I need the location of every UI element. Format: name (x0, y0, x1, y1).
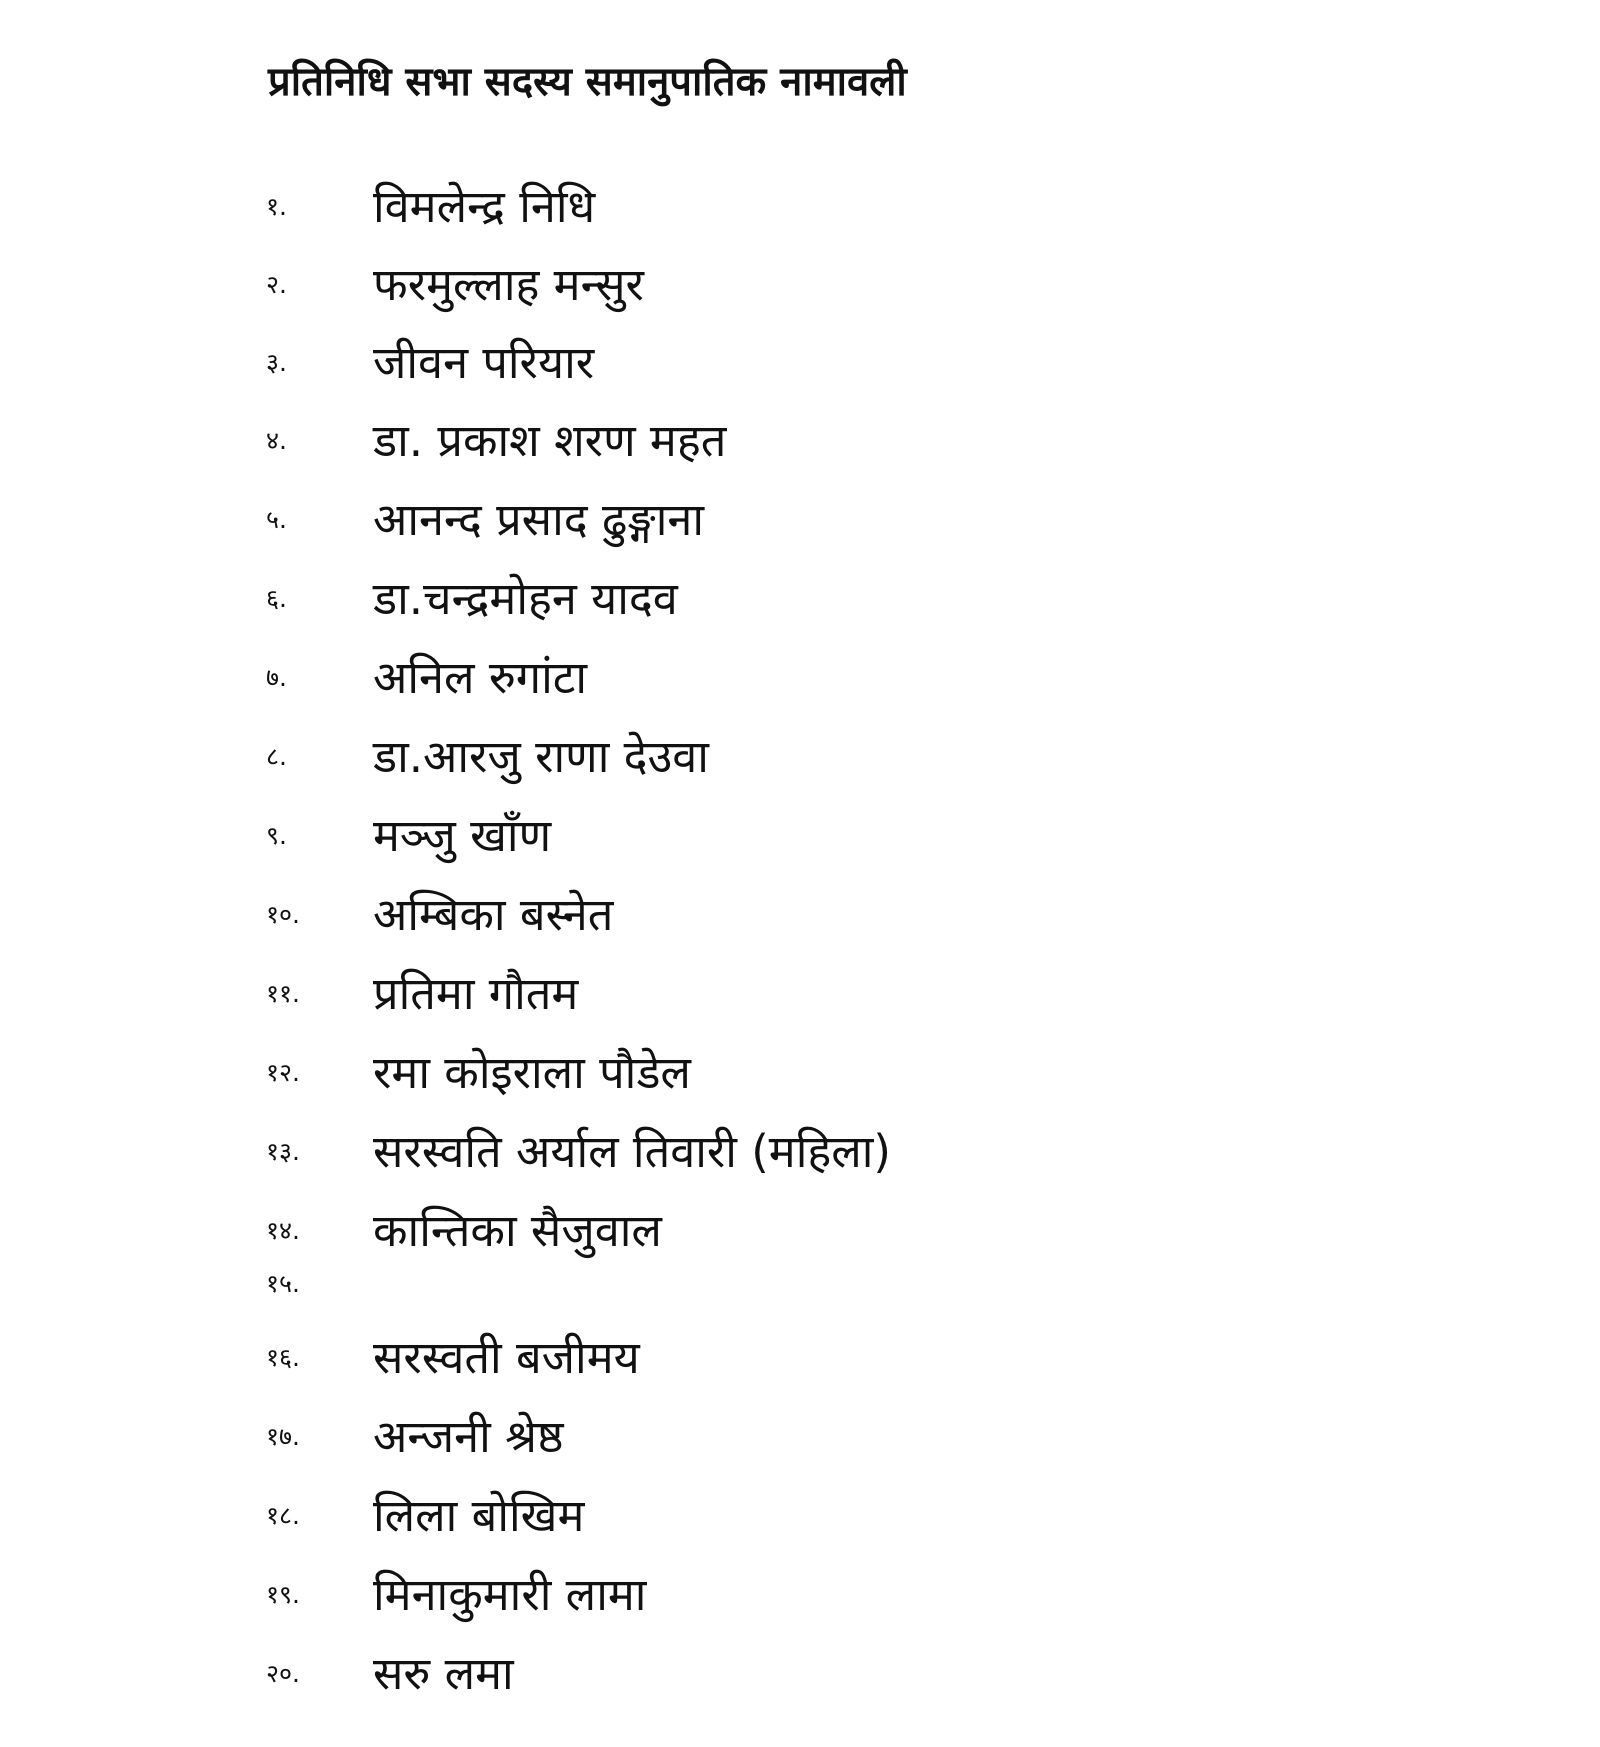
list-item (0, 1262, 1600, 1306)
entry-name: जीवन परियार (373, 336, 595, 389)
entry-number: १८. (266, 1501, 300, 1530)
list-item (0, 1481, 1600, 1551)
list-item (0, 1402, 1600, 1472)
entry-number: ८. (266, 742, 287, 771)
list-item (0, 959, 1600, 1029)
entry-number: ९. (266, 821, 287, 850)
entry-name: मञ्जु खाँण (373, 809, 552, 862)
entry-number: २. (266, 270, 287, 299)
entry-number: ६. (266, 584, 287, 613)
list-item (0, 1560, 1600, 1630)
list-item (0, 172, 1600, 242)
list-item (0, 250, 1600, 320)
entry-number: १३. (266, 1137, 300, 1166)
document-title: प्रतिनिधि सभा सदस्य समानुपातिक नामावली (268, 59, 907, 105)
list-item (0, 722, 1600, 792)
list-item (0, 328, 1600, 398)
entry-name: सरस्वती बजीमय (373, 1331, 640, 1384)
list-item (0, 1038, 1600, 1108)
entry-name: लिला बोखिम (373, 1489, 585, 1542)
entry-name: रमा कोइराला पौडेल (373, 1046, 691, 1099)
entry-name: अनिल रुगांटा (373, 651, 588, 704)
entry-number: ११. (266, 979, 300, 1008)
entry-number: १. (266, 192, 287, 221)
entry-name: सरस्वति अर्याल तिवारी (महिला) (373, 1125, 891, 1178)
list-item (0, 1196, 1600, 1266)
list-item (0, 1639, 1600, 1709)
entry-number: १५. (266, 1269, 300, 1298)
entry-name: डा.चन्द्रमोहन यादव (373, 572, 678, 625)
entry-number: १०. (266, 900, 300, 929)
entry-number: २०. (266, 1659, 300, 1688)
list-item (0, 643, 1600, 713)
entry-number: ५. (266, 505, 287, 534)
entry-name: आनन्द प्रसाद ढुङ्गाना (373, 493, 705, 546)
list-item (0, 1117, 1600, 1187)
entry-name: डा. प्रकाश शरण महत (373, 414, 727, 467)
entry-name: विमलेन्द्र निधि (373, 180, 596, 233)
entry-number: १९. (266, 1580, 300, 1609)
entry-name: मिनाकुमारी लामा (373, 1568, 647, 1621)
entry-number: ३. (266, 348, 287, 377)
list-item (0, 406, 1600, 476)
list-item (0, 564, 1600, 634)
entry-number: ४. (266, 426, 287, 455)
entry-number: १४. (266, 1216, 300, 1245)
entry-name: फरमुल्लाह मन्सुर (373, 258, 644, 311)
entry-name: सरु लमा (373, 1647, 514, 1700)
entry-name: अम्बिका बस्नेत (373, 888, 614, 941)
entry-name: डा.आरजु राणा देउवा (373, 730, 709, 783)
entry-name: प्रतिमा गौतम (373, 967, 579, 1020)
list-item (0, 801, 1600, 871)
list-item (0, 880, 1600, 950)
entry-number: १६. (266, 1343, 300, 1372)
entry-number: १७. (266, 1422, 300, 1451)
entry-number: ७. (266, 663, 287, 692)
list-item (0, 1323, 1600, 1393)
entry-name: कान्तिका सैजुवाल (373, 1204, 662, 1257)
list-item (0, 485, 1600, 555)
entry-number: १२. (266, 1058, 300, 1087)
entry-name: अन्जनी श्रेष्ठ (373, 1410, 564, 1463)
